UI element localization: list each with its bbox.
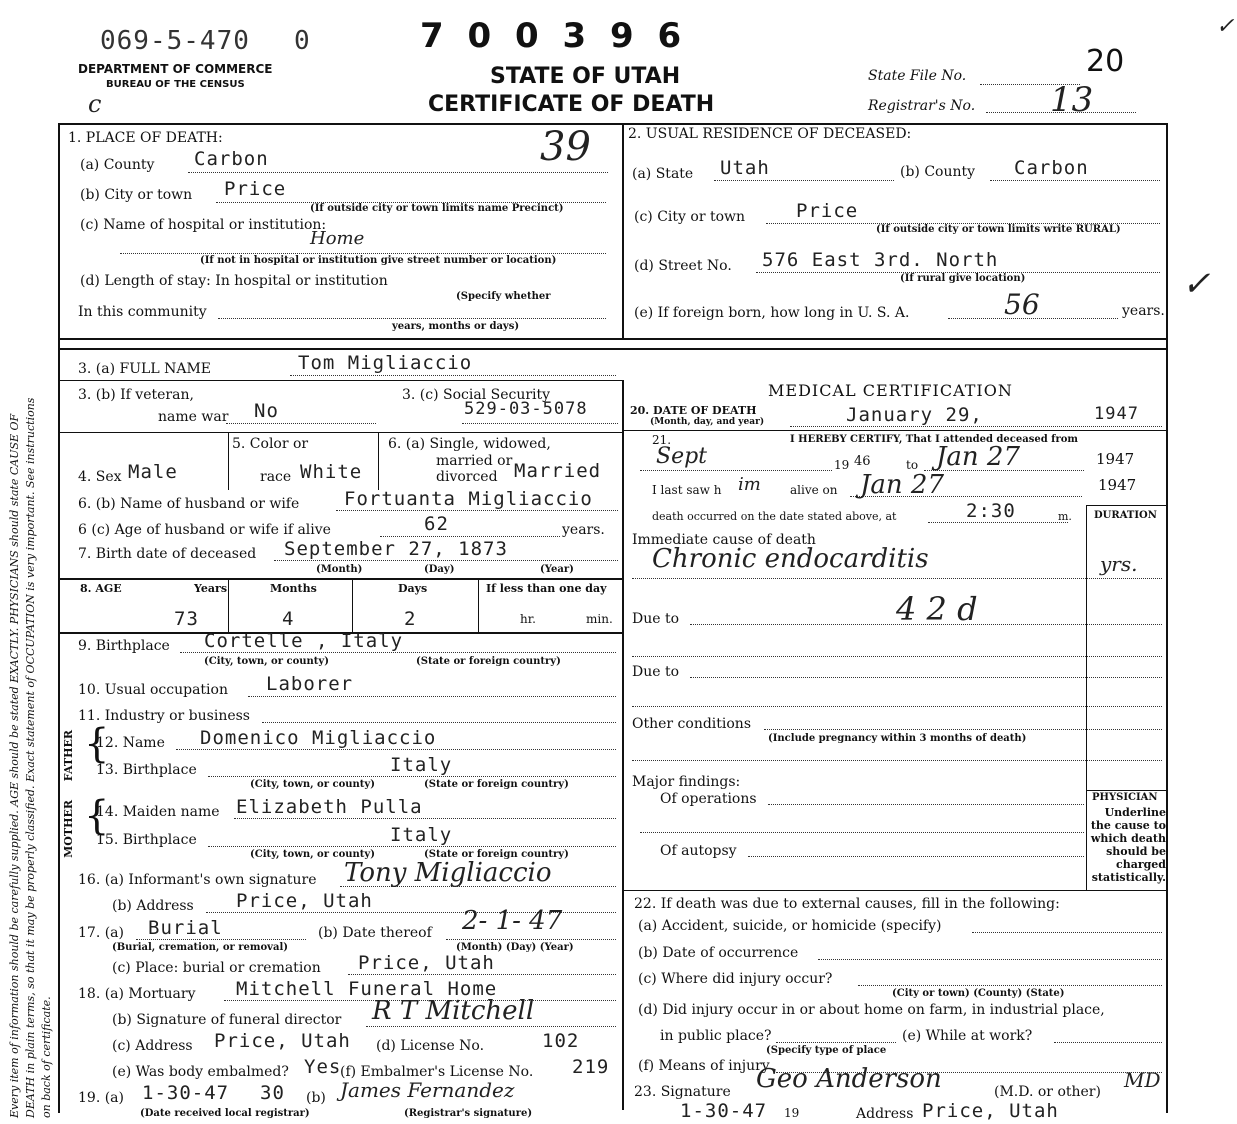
last-saw-label: I last saw h	[652, 483, 722, 497]
external-d-note: (Specify type of place	[766, 1045, 887, 1056]
mother-name-label: 14. Maiden name	[96, 804, 220, 820]
last-saw-hand: im	[738, 474, 761, 495]
industry-label: 11. Industry or business	[78, 708, 250, 724]
stamp-code: 0	[294, 26, 311, 56]
death-occurred-label: death occurred on the date stated above, at	[652, 510, 897, 523]
age-years-label: Years	[194, 582, 228, 595]
registrar-signature: James Fernandez	[340, 1078, 515, 1102]
registrar-received-label: 19. (a)	[78, 1090, 124, 1106]
certificate-number: 7 0 0 3 9 6	[420, 16, 688, 56]
sidebar-line-2: DEATH in plain terms, so that it may be properly classified. Exact statement of OCCUPATION is very important. See instructions	[24, 397, 37, 1118]
attended-to-year: 1947	[1096, 450, 1135, 468]
external-c-label: (c) Where did injury occur?	[638, 971, 833, 987]
signature-title: (M.D. or other)	[994, 1084, 1101, 1100]
due-to-1-value: 4 2 d	[896, 590, 978, 628]
mother-birthplace-label: 15. Birthplace	[96, 832, 197, 848]
pod-city-value: Price	[224, 178, 287, 200]
birth-date-label: 7. Birth date of deceased	[78, 546, 257, 562]
burial-value: Burial	[148, 917, 223, 939]
ssn-value: 529-03-5078	[464, 399, 588, 419]
duration-label: DURATION	[1094, 510, 1157, 521]
mother-side-label: MOTHER	[62, 800, 75, 858]
due-to-1-label: Due to	[632, 611, 680, 627]
physician-box-title: PHYSICIAN	[1092, 792, 1158, 803]
age-months-label: Months	[270, 582, 317, 595]
res-city-label: (c) City or town	[634, 209, 746, 225]
mortuary-label: 18. (a) Mortuary	[78, 986, 196, 1002]
sidebar-line-1: Every item of information should be carefully supplied. AGE should be stated EXACTLY. PHYSICIANS should state CAUSE OF	[8, 413, 21, 1118]
immediate-cause-label: Immediate cause of death	[632, 532, 816, 548]
signature-date: 1-30-47	[680, 1100, 768, 1122]
res-foreign-label: (e) If foreign born, how long in U. S. A.	[634, 305, 910, 321]
major-findings-label: Major findings:	[632, 774, 741, 790]
certify-num: 21.	[652, 433, 672, 447]
res-city-value: Price	[796, 200, 859, 222]
res-street-value: 576 East 3rd. North	[762, 249, 999, 271]
attended-to: Jan 27	[936, 442, 1021, 472]
due-to-2-label: Due to	[632, 664, 680, 680]
birth-month-note: (Month)	[316, 564, 363, 575]
physician-signature: Geo Anderson	[756, 1064, 942, 1094]
marital-label-1: 6. (a) Single, widowed,	[388, 436, 551, 452]
res-city-note: (If outside city or town limits write RURAL)	[876, 224, 1121, 235]
check-mark-icon: ✓	[1216, 14, 1235, 39]
pod-community-label: In this community	[78, 304, 207, 320]
immediate-duration: yrs.	[1100, 552, 1138, 576]
operations-label: Of operations	[660, 791, 757, 807]
physician-box-text: Underline the cause to which death should be charged statistically.	[1090, 806, 1166, 884]
corner-mark: c	[88, 90, 102, 118]
external-a-label: (a) Accident, suicide, or homicide (specify)	[638, 918, 942, 934]
pod-hospital-note: (If not in hospital or institution give street number or location)	[200, 255, 557, 266]
burial-place-value: Price, Utah	[358, 952, 495, 974]
age-label: 8. AGE	[80, 582, 122, 595]
spouse-age-value: 62	[424, 513, 449, 535]
spouse-age-label: 6 (c) Age of husband or wife if alive	[78, 522, 331, 538]
external-f-label: (f) Means of injury	[638, 1058, 770, 1074]
race-value: White	[300, 461, 363, 483]
registrar-sig-note: (Registrar's signature)	[404, 1108, 533, 1119]
external-b-label: (b) Date of occurrence	[638, 945, 799, 961]
signature-address-value: Price, Utah	[922, 1100, 1059, 1122]
father-birthplace-value: Italy	[390, 754, 453, 776]
embalmer-label: (f) Embalmer's License No.	[340, 1064, 534, 1080]
birth-date-value: September 27, 1873	[284, 538, 508, 560]
bureau-label: BUREAU OF THE CENSUS	[106, 79, 245, 90]
father-birthplace-label: 13. Birthplace	[96, 762, 197, 778]
stamp-left: 069-5-470	[100, 26, 250, 56]
spouse-years-label: years.	[562, 522, 605, 538]
state-file-value: 20	[1086, 44, 1125, 79]
res-street-label: (d) Street No.	[634, 258, 732, 274]
signature-title-hand: MD	[1124, 1068, 1161, 1092]
res-foreign-years: 56	[1004, 288, 1040, 321]
mortuary-value: Mitchell Funeral Home	[236, 978, 498, 1000]
age-days-label: Days	[398, 582, 428, 595]
residence-heading: 2. USUAL RESIDENCE OF DECEASED:	[628, 126, 912, 142]
mother-birthplace-value: Italy	[390, 824, 453, 846]
age-hr-label: hr.	[520, 612, 536, 626]
burial-note: (Burial, cremation, or removal)	[112, 942, 288, 953]
father-side-label: FATHER	[62, 730, 75, 782]
pod-county-label: (a) County	[80, 157, 155, 173]
res-county-label: (b) County	[900, 164, 976, 180]
age-years-value: 73	[174, 608, 199, 630]
sex-label: 4. Sex	[78, 469, 122, 485]
full-name-value: Tom Migliaccio	[298, 352, 473, 374]
embalmed-label: (e) Was body embalmed?	[112, 1064, 289, 1080]
burial-label: 17. (a)	[78, 925, 124, 941]
license-label: (d) License No.	[376, 1038, 485, 1054]
marital-value: Married	[514, 460, 602, 482]
burial-date-label: (b) Date thereof	[318, 925, 432, 941]
occupation-value: Laborer	[266, 673, 354, 695]
father-name-value: Domenico Migliaccio	[200, 727, 437, 749]
marital-label-3: divorced	[436, 469, 498, 485]
informant-address-label: (b) Address	[112, 898, 194, 914]
res-state-label: (a) State	[632, 166, 694, 182]
birth-year-note: (Year)	[540, 564, 574, 575]
full-name-label: 3. (a) FULL NAME	[78, 361, 211, 377]
father-name-label: 12. Name	[96, 735, 165, 751]
burial-date-value: 2- 1- 47	[462, 906, 563, 936]
sidebar-line-3: on back of certificate.	[40, 996, 53, 1118]
pod-city-note: (If outside city or town limits name Precinct)	[310, 203, 564, 214]
veteran-value: No	[254, 400, 279, 422]
birthplace-label: 9. Birthplace	[78, 638, 170, 654]
department-label: DEPARTMENT OF COMMERCE	[78, 62, 273, 76]
attended-from-year: 46	[854, 454, 871, 469]
mortuary-address-label: (c) Address	[112, 1038, 193, 1054]
registrar-extra: 30	[260, 1082, 285, 1104]
mother-state-note: (State or foreign country)	[424, 849, 569, 860]
death-date-value: January 29,	[846, 404, 983, 426]
death-date-sub: (Month, day, and year)	[650, 417, 765, 427]
last-saw-date: Jan 27	[860, 470, 945, 500]
embalmed-value: Yes	[304, 1056, 342, 1078]
father-city-note: (City, town, or county)	[250, 779, 375, 790]
color-label: 5. Color or	[232, 436, 309, 452]
signature-year-pre: 19	[784, 1106, 800, 1120]
informant-sig-label: 16. (a) Informant's own signature	[78, 872, 317, 888]
check-mark-icon: ✓	[1182, 264, 1211, 304]
last-saw-year: 1947	[1098, 476, 1137, 494]
alive-label: alive on	[790, 483, 838, 497]
external-e-label: (e) While at work?	[902, 1028, 1033, 1044]
license-value: 102	[542, 1030, 580, 1052]
attended-from: Sept	[656, 444, 708, 469]
death-year-value: 1947	[1094, 404, 1139, 424]
mother-name-value: Elizabeth Pulla	[236, 796, 423, 818]
external-d-label-2: in public place?	[660, 1028, 772, 1044]
attended-to-label: to	[906, 458, 919, 472]
signature-label: 23. Signature	[634, 1084, 731, 1100]
mother-city-note: (City, town, or county)	[250, 849, 375, 860]
marital-label-2: married or	[436, 453, 513, 469]
pod-stay-label: (d) Length of stay: In hospital or institution	[80, 273, 388, 289]
occupation-label: 10. Usual occupation	[78, 682, 228, 698]
registrar-value: 13	[1050, 80, 1094, 120]
director-signature: R T Mitchell	[372, 996, 535, 1026]
pod-hospital-label: (c) Name of hospital or institution:	[80, 217, 327, 233]
age-less-label: If less than one day	[486, 582, 607, 595]
pod-county-value: Carbon	[194, 148, 269, 170]
mortuary-address-value: Price, Utah	[214, 1030, 351, 1052]
registrar-label: Registrar's No.	[868, 98, 976, 114]
res-street-note: (If rural give location)	[900, 273, 1026, 284]
spouse-value: Fortuanta Migliaccio	[344, 488, 593, 510]
death-date-label: 20. DATE OF DEATH	[630, 404, 757, 417]
state-title: STATE OF UTAH	[490, 64, 681, 89]
other-conditions-label: Other conditions	[632, 716, 752, 732]
age-days-value: 2	[404, 608, 417, 630]
immediate-cause-value: Chronic endocarditis	[652, 544, 929, 574]
registrar-b-label: (b)	[306, 1090, 326, 1106]
other-conditions-note: (Include pregnancy within 3 months of death)	[768, 733, 1027, 744]
res-years-label: years.	[1122, 303, 1165, 319]
informant-signature: Tony Migliaccio	[344, 858, 552, 888]
pod-hospital-value: Home	[310, 228, 365, 249]
veteran-label: 3. (b) If veteran,	[78, 387, 194, 403]
autopsy-label: Of autopsy	[660, 843, 737, 859]
certify-text: I HEREBY CERTIFY, That I attended deceased from	[790, 434, 1079, 445]
page-title: CERTIFICATE OF DEATH	[428, 92, 715, 117]
father-state-note: (State or foreign country)	[424, 779, 569, 790]
external-d-label: (d) Did injury occur in or about home on farm, in industrial place,	[638, 1002, 1105, 1018]
res-county-value: Carbon	[1014, 157, 1089, 179]
age-months-value: 4	[282, 608, 295, 630]
spouse-label: 6. (b) Name of husband or wife	[78, 496, 300, 512]
medical-heading: MEDICAL CERTIFICATION	[768, 381, 1013, 400]
registrar-date-value: 1-30-47	[142, 1082, 230, 1104]
birthplace-value: Cortelle , Italy	[204, 630, 404, 652]
director-label: (b) Signature of funeral director	[112, 1012, 342, 1028]
birth-day-note: (Day)	[424, 564, 455, 575]
registrar-date-note: (Date received local registrar)	[140, 1108, 310, 1119]
pod-specify-note: (Specify whether	[456, 291, 551, 302]
external-heading: 22. If death was due to external causes, fill in the following:	[634, 896, 1060, 912]
birthplace-city-note: (City, town, or county)	[204, 656, 329, 667]
race-label: race	[260, 469, 292, 485]
time-m-label: m.	[1058, 510, 1072, 523]
pod-city-label: (b) City or town	[80, 187, 193, 203]
attended-from-19: 19	[834, 458, 850, 472]
ssn-label: 3. (c) Social Security	[402, 387, 551, 403]
external-c-note: (City or town) (County) (State)	[892, 988, 1065, 999]
sex-value: Male	[128, 461, 178, 483]
death-time-value: 2:30	[966, 500, 1016, 522]
state-file-label: State File No.	[868, 68, 967, 84]
burial-date-note: (Month) (Day) (Year)	[456, 942, 574, 953]
signature-address-label: Address	[856, 1106, 914, 1122]
age-min-label: min.	[586, 612, 613, 626]
birthplace-state-note: (State or foreign country)	[416, 656, 561, 667]
hand-code: 39	[540, 124, 591, 170]
res-state-value: Utah	[720, 157, 770, 179]
burial-place-label: (c) Place: burial or cremation	[112, 960, 321, 976]
embalmer-value: 219	[572, 1056, 610, 1078]
pod-ymd-note: years, months or days)	[392, 321, 520, 332]
place-of-death-heading: 1. PLACE OF DEATH:	[68, 130, 223, 146]
war-label: name war	[158, 409, 229, 425]
informant-address-value: Price, Utah	[236, 890, 373, 912]
